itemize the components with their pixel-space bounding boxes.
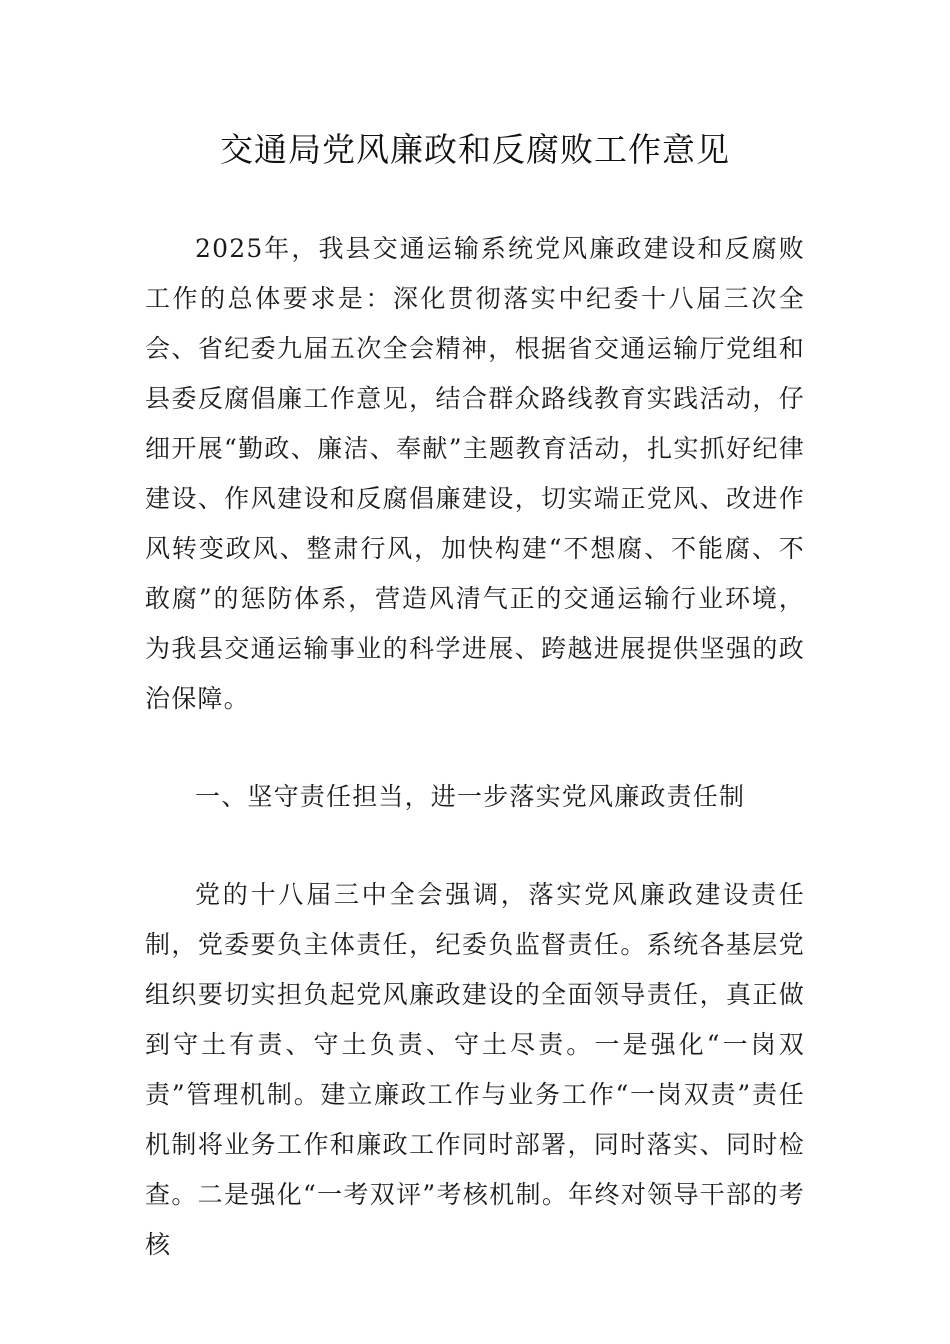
paragraph-responsibility: 党的十八届三中全会强调，落实党风廉政建设责任制，党委要负主体责任，纪委负监督责任。系统各基层党组织要切实担负起党风廉政建设的全面领导责任，真正做到守土有责、守土负责、守土尽责。一是强化“一岗双责”管理机制。建立廉政工作与业务工作“一岗双责”责任机制将业务工作和廉政工作同时部署，同时落实、同时检查。二是强化“一考双评”考核机制。年终对领导干部的考核: [145, 880, 805, 1259]
section-heading-1: 一、坚守责任担当，进一步落实党风廉政责任制: [195, 782, 746, 811]
paragraph-overall-requirements: 2025年，我县交通运输系统党风廉政建设和反腐败工作的总体要求是：深化贯彻落实中纪委十八届三次全会、省纪委九届五次全会精神，根据省交通运输厅党组和县委反腐倡廉工作意见，结合群众路线教育实践活动，仔细开展“勤政、廉洁、奉献”主题教育活动，扎实抓好纪律建设、作风建设和反腐倡廉建设，切实端正党风、改进作风转变政风、整肃行风，加快构建“不想腐、不能腐、不敢腐”的惩防体系，营造风清气正的交通运输行业环境，为我县交通运输事业的科学进展、跨越进展提供坚强的政治保障。: [145, 234, 805, 713]
document-title: 交通局党风廉政和反腐败工作意见: [220, 130, 730, 169]
